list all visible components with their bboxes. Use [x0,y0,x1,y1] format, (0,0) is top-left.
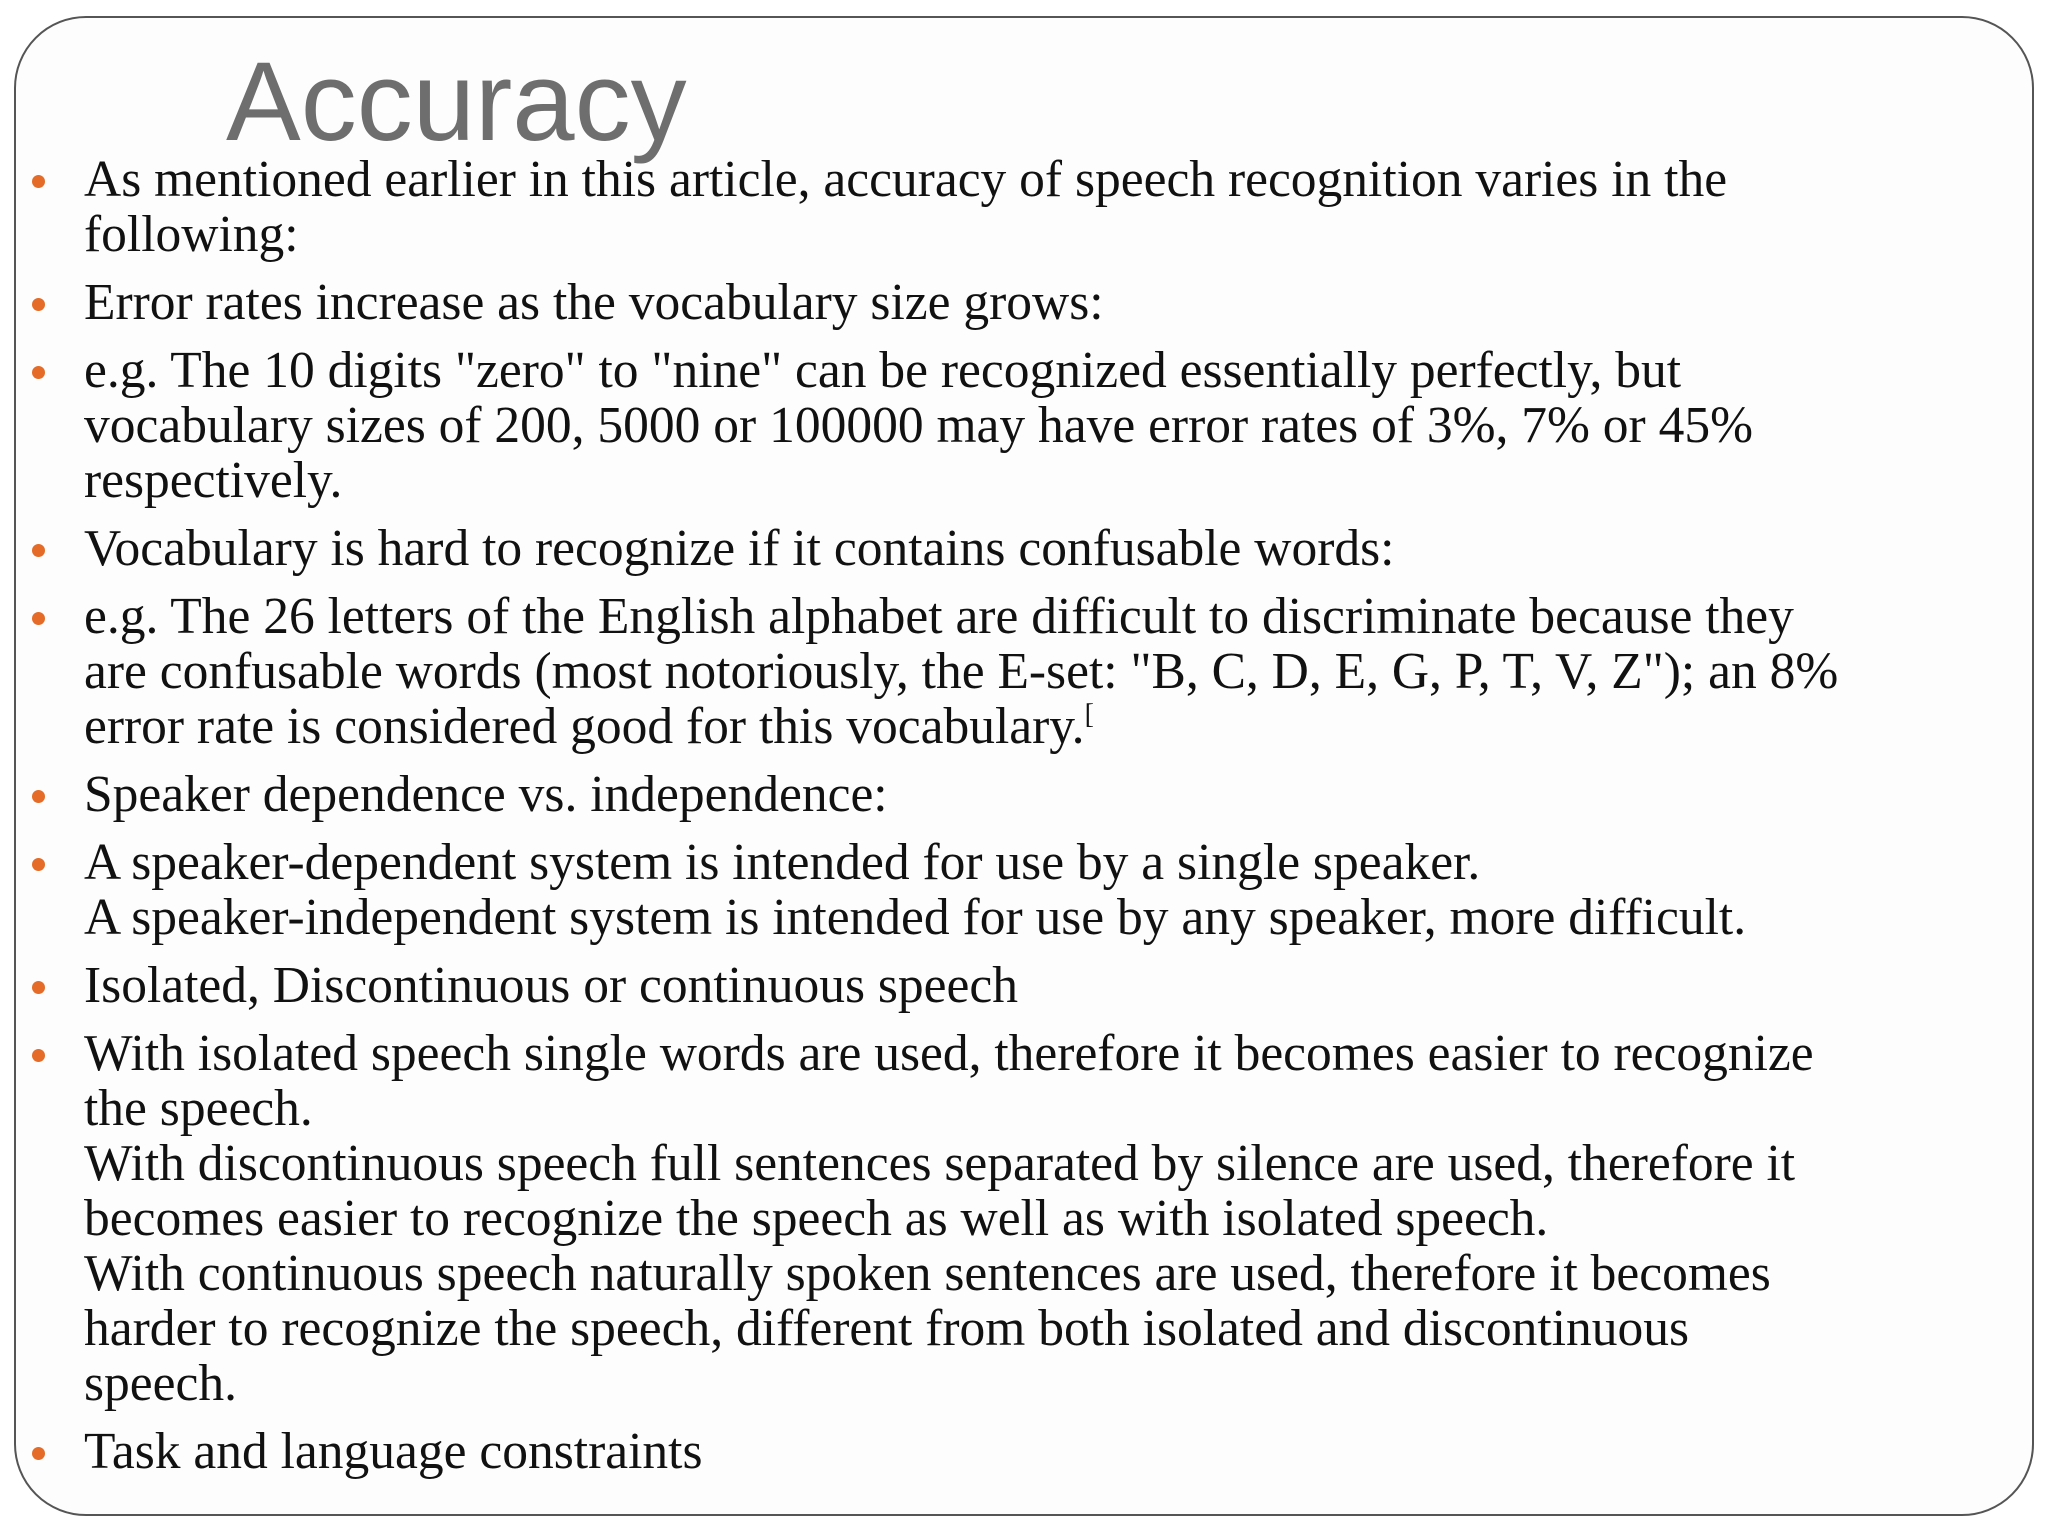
bullet-line-text: Speaker dependence vs. independence: [84,766,888,823]
bullet-line-text: Error rates increase as the vocabulary size grows: [84,274,1104,331]
bullet-item [16,958,2032,1013]
bullet-line-text: A speaker-independent system is intended for use by any speaker, more difficult. [84,889,1747,946]
bullet-dot-icon [32,981,45,994]
bullet-line-text: With continuous speech naturally spoken sentences are used, therefore it becomes [84,1245,1771,1302]
bullet-line [84,958,2022,1013]
bullet-dot-icon [32,298,45,311]
bullet-item [16,275,2032,330]
bullet-item [16,589,2032,754]
bullet-dot-icon [32,175,45,188]
bullet-line [84,207,2022,262]
slide-title: Accuracy [226,39,687,164]
bullet-item [16,835,2032,945]
bullet-line [84,398,2022,453]
bullet-line-text: becomes easier to recognize the speech as well as with isolated speech. [84,1190,1549,1247]
bullet-line [84,1301,2022,1356]
bullet-item [16,343,2032,508]
slide [14,16,2034,1516]
bullet-line [84,343,2022,398]
bullet-line [84,1191,2022,1246]
bullet-line-text: As mentioned earlier in this article, accuracy of speech recognition varies in the [84,151,1728,208]
bullet-line [84,767,2022,822]
bullet-line-text: respectively. [84,452,343,509]
bullet-line [84,275,2022,330]
bullet-dot-icon [32,858,45,871]
bullet-line [84,1026,2022,1081]
bullet-line [84,1424,2022,1479]
bullet-line-text: e.g. The 26 letters of the English alphabet are difficult to discriminate because they [84,588,1794,645]
bullet-item [16,521,2032,576]
bullet-line-text: A speaker-dependent system is intended for use by a single speaker. [84,834,1481,891]
bullet-line [84,1356,2022,1411]
bullet-line [84,589,2022,644]
bullet-line-text: With isolated speech single words are used, therefore it becomes easier to recognize [84,1025,1814,1082]
bullet-dot-icon [32,1049,45,1062]
bullet-line-text: vocabulary sizes of 200, 5000 or 100000 may have error rates of 3%, 7% or 45% [84,397,1753,454]
bullet-line [84,1136,2022,1191]
bullet-line [84,521,2022,576]
bullet-line-text: speech. [84,1355,237,1412]
bullet-line-text: error rate is considered good for this vocabulary. [84,698,1085,755]
bullet-dot-icon [32,612,45,625]
bullet-line [84,1081,2022,1136]
bullet-line [84,890,2022,945]
bullet-line-text: e.g. The 10 digits "zero" to "nine" can be recognized essentially perfectly, but [84,342,1682,399]
bullet-line-text: harder to recognize the speech, different from both isolated and discontinuous [84,1300,1690,1357]
bullet-line-text: Isolated, Discontinuous or continuous speech [84,957,1018,1014]
bullet-dot-icon [32,544,45,557]
bullet-dot-icon [32,1447,45,1460]
bullet-line-text: With discontinuous speech full sentences separated by silence are used, therefore it [84,1135,1796,1192]
bullet-line-text: Task and language constraints [84,1423,703,1480]
bullet-line-text: Vocabulary is hard to recognize if it contains confusable words: [84,520,1395,577]
bullet-line [84,453,2022,508]
reference-mark: [ [1084,699,1094,730]
bullet-dot-icon [32,366,45,379]
bullet-item [16,1026,2032,1411]
bullet-line-text: following: [84,206,299,263]
bullet-line [84,1246,2022,1301]
bullet-dot-icon [32,790,45,803]
bullet-item [16,1424,2032,1479]
bullet-line [84,644,2022,699]
bullet-line [84,699,2022,754]
bullet-line [84,152,2022,207]
bullet-item [16,152,2032,262]
bullet-line-text: are confusable words (most notoriously, the E-set: "B, C, D, E, G, P, T, V, Z"); an 8% [84,643,1839,700]
bullet-line-text: the speech. [84,1080,313,1137]
bullet-list [16,152,2032,1479]
bullet-line [84,835,2022,890]
bullet-item [16,767,2032,822]
